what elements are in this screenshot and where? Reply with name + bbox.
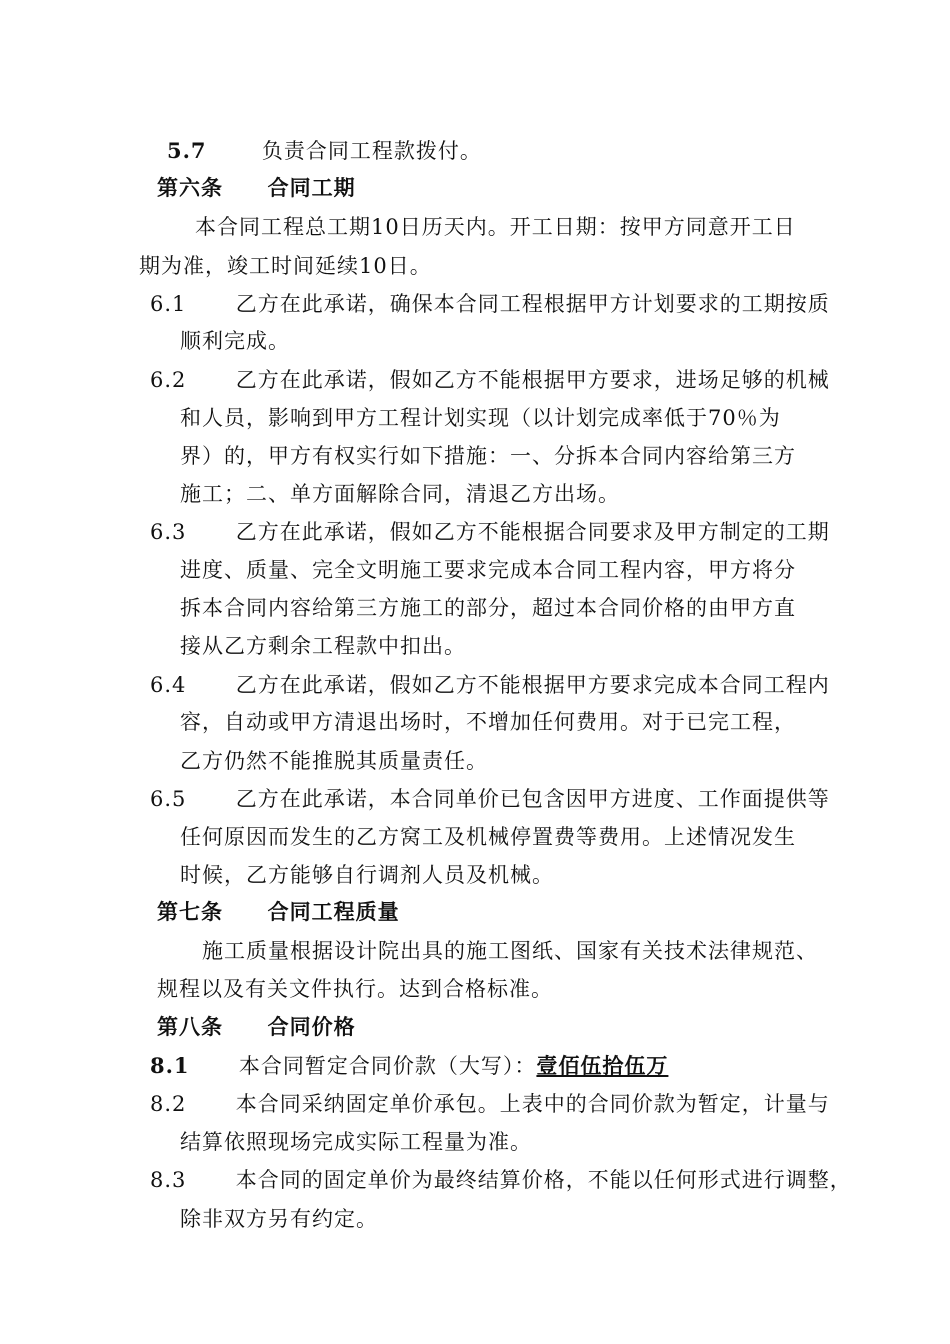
clause-line: 结算依照现场完成实际工程量为准。: [180, 1130, 532, 1154]
article-6-heading: [157, 175, 356, 201]
clause-line: 施工；二、单方面解除合同，清退乙方出场。: [180, 482, 620, 506]
clause-number: 8.3: [150, 1168, 187, 1192]
clause-line: 本合同的固定单价为最终结算价格，不能以任何形式进行调整，: [235, 1168, 852, 1192]
clause-6-4: [150, 672, 830, 698]
article-7-line: 施工质量根据设计院出具的施工图纸、国家有关技术法律规范、: [202, 939, 818, 963]
clause-line: 顺利完成。: [180, 329, 290, 353]
article-number: 第六条: [157, 175, 223, 200]
clause-line: 进度、质量、完全文明施工要求完成本合同工程内容，甲方将分: [180, 558, 796, 582]
clause-line: 乙方在此承诺，本合同单价已包含因甲方进度、工作面提供等: [235, 787, 830, 811]
article-title: 合同价格: [267, 1014, 356, 1039]
clause-number: 6.1: [150, 292, 187, 316]
clause-line: 乙方在此承诺，确保本合同工程根据甲方计划要求的工期按质: [235, 292, 830, 316]
clause-line: 和人员，影响到甲方工程计划实现（以计划完成率低于70％为: [180, 406, 781, 430]
clause-6-2: [150, 367, 830, 393]
clause-line: 拆本合同内容给第三方施工的部分，超过本合同价格的由甲方直: [180, 596, 796, 620]
article-6-intro-line: 本合同工程总工期10日历天内。开工日期：按甲方同意开工日: [195, 215, 796, 239]
clause-number: 6.4: [150, 673, 187, 697]
article-8-heading: [157, 1014, 356, 1040]
clause-number: 8.1: [150, 1053, 190, 1078]
article-number: 第七条: [157, 899, 223, 924]
clause-line: 乙方在此承诺，假如乙方不能根据甲方要求完成本合同工程内: [235, 673, 830, 697]
clause-line: 乙方在此承诺，假如乙方不能根据合同要求及甲方制定的工期: [235, 520, 830, 544]
clause-6-1: [150, 291, 830, 317]
article-6-intro-line: 期为准，竣工时间延续10日。: [139, 254, 432, 278]
clause-8-1: [150, 1053, 668, 1079]
clause-line: 乙方仍然不能推脱其质量责任。: [180, 749, 488, 773]
article-7-line: 规程以及有关文件执行。达到合格标准。: [157, 977, 553, 1001]
clause-number: 8.2: [150, 1092, 187, 1116]
clause-line: 容，自动或甲方清退出场时，不增加任何费用。对于已完工程，: [180, 710, 796, 734]
clause-number: 6.2: [150, 368, 187, 392]
contract-amount: 壹佰伍拾伍万: [536, 1053, 669, 1078]
article-title: 合同工期: [267, 175, 356, 200]
clause-line: 乙方在此承诺，假如乙方不能根据甲方要求，进场足够的机械: [235, 368, 830, 392]
clause-8-2: [150, 1091, 830, 1117]
clause-6-5: [150, 786, 830, 812]
clause-8-3: [150, 1167, 852, 1193]
clause-line: 时候，乙方能够自行调剂人员及机械。: [180, 863, 554, 887]
clause-number: 6.5: [150, 787, 187, 811]
clause-6-3: [150, 519, 830, 545]
article-7-heading: [157, 899, 400, 925]
clause-line: 本合同采纳固定单价承包。上表中的合同价款为暂定，计量与: [235, 1092, 830, 1116]
clause-number: 6.3: [150, 520, 187, 544]
clause-line: 接从乙方剩余工程款中扣出。: [180, 634, 466, 658]
clause-line: 除非双方另有约定。: [180, 1207, 378, 1231]
clause-5-7: [167, 138, 482, 164]
clause-text: 负责合同工程款拨付。: [261, 139, 482, 163]
article-number: 第八条: [157, 1014, 223, 1039]
clause-line: 界）的，甲方有权实行如下措施：一、分拆本合同内容给第三方: [180, 444, 796, 468]
clause-text: 本合同暂定合同价款（大写）：: [238, 1054, 537, 1078]
clause-line: 任何原因而发生的乙方窝工及机械停置费等费用。上述情况发生: [180, 825, 796, 849]
article-title: 合同工程质量: [267, 899, 400, 924]
clause-number: 5.7: [167, 138, 207, 163]
